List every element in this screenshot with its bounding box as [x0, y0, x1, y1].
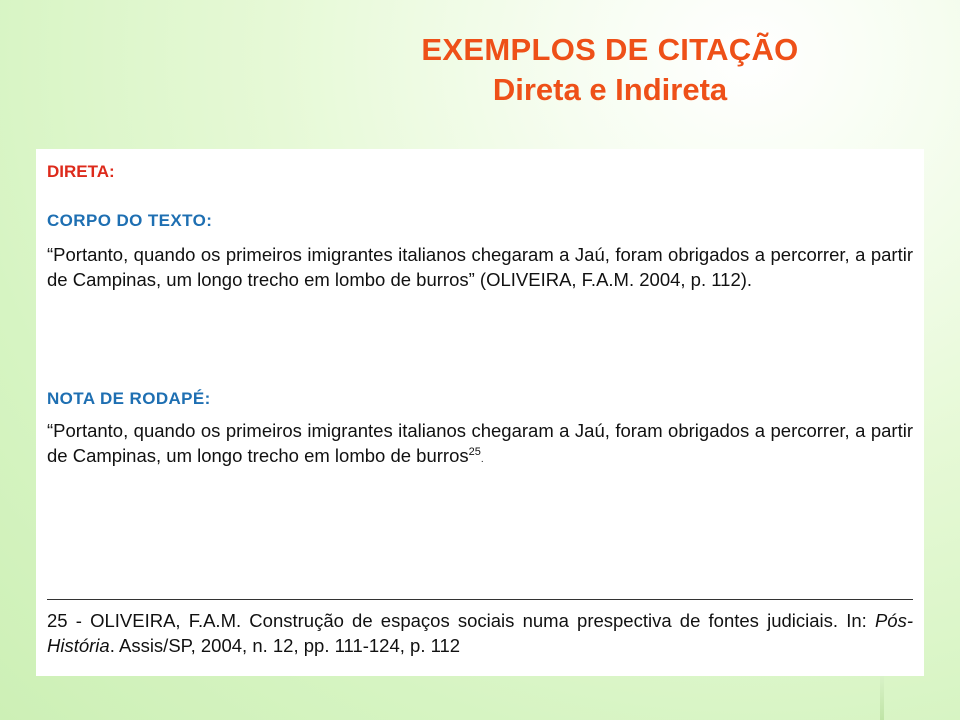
footnote-quote	[47, 418, 913, 472]
footnote-reference-suffix: . Assis/SP, 2004, n. 12, pp. 111-124, p. 112	[109, 635, 461, 656]
footnote-reference	[47, 608, 913, 658]
footnote-marker-dot: .	[480, 454, 484, 465]
decorative-edge	[880, 676, 884, 720]
section-heading-direta: DIRETA:	[47, 162, 115, 181]
footnote-reference-prefix: 25 - OLIVEIRA, F.A.M. Construção de espaços sociais numa prespectiva de fontes judiciais. In:	[47, 610, 875, 631]
title-line-2: Direta e Indireta	[492, 72, 728, 107]
footnote-marker: 25	[468, 445, 481, 458]
body-text-quote: “Portanto, quando os primeiros imigrantes italianos chegaram a Jaú, foram obrigados a percorrer, a partir de Campinas, um longo trecho em lombo de burros” (OLIVEIRA, F.A.M. 2004, p. 112).	[47, 244, 913, 290]
content-panel	[36, 149, 924, 676]
slide-title	[340, 30, 880, 110]
title-line-1: EXEMPLOS DE CITAÇÃO	[421, 32, 799, 67]
footnote-quote-text: “Portanto, quando os primeiros imigrantes italianos chegaram a Jaú, foram obrigados a percorrer, a partir de Campinas, um longo trecho em lombo de burros	[47, 420, 913, 466]
footnote-divider	[47, 599, 913, 600]
footnote-label: NOTA DE RODAPÉ:	[47, 389, 211, 408]
footnote-reference-journal: Pós-História	[47, 610, 913, 656]
body-text-label: CORPO DO TEXTO:	[47, 211, 213, 230]
